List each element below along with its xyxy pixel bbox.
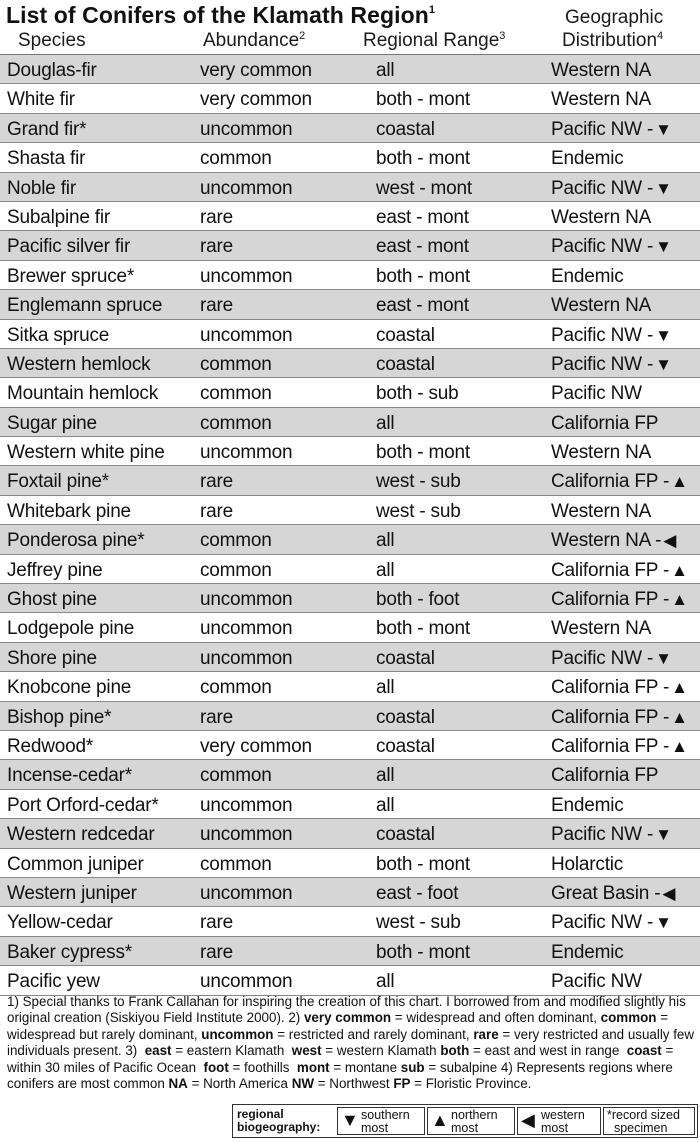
- legend-item-record: *record sized specimen: [603, 1107, 695, 1135]
- down-triangle-icon: ▼: [341, 1110, 359, 1130]
- range-cell: coastal: [376, 353, 435, 375]
- geo-text: California FP -: [551, 706, 670, 728]
- table-row: [0, 731, 700, 760]
- geo-cell: [551, 207, 651, 229]
- geo-text: California FP: [551, 765, 659, 787]
- up-triangle-icon: ▲: [671, 590, 688, 610]
- geo-cell: [551, 824, 672, 846]
- species-cell: Ponderosa pine*: [7, 530, 145, 552]
- range-cell: both - mont: [376, 89, 470, 111]
- table-row: [0, 378, 700, 407]
- column-header-species: Species: [18, 30, 86, 51]
- abundance-cell: rare: [200, 471, 233, 493]
- abundance-cell: uncommon: [200, 882, 293, 904]
- geo-text: Western NA: [551, 618, 652, 640]
- species-cell: White fir: [7, 89, 75, 111]
- abundance-cell: very common: [200, 60, 312, 81]
- range-cell: both - mont: [376, 941, 470, 963]
- range-cell: coastal: [376, 324, 435, 346]
- geo-cell: [551, 971, 642, 993]
- species-cell: Subalpine fir: [7, 206, 111, 228]
- abundance-cell: common: [200, 853, 272, 875]
- table-row: [0, 937, 700, 966]
- left-triangle-icon: ◀: [663, 531, 677, 551]
- range-cell: east - mont: [376, 236, 469, 258]
- geo-cell: [551, 912, 672, 934]
- geo-text: Endemic: [551, 794, 624, 816]
- geo-cell: [551, 236, 672, 258]
- geo-text: Pacific NW: [551, 971, 642, 993]
- range-cell: west - sub: [376, 500, 461, 522]
- abundance-cell: uncommon: [200, 177, 293, 199]
- up-triangle-icon: ▲: [671, 736, 688, 756]
- abundance-cell: rare: [200, 706, 233, 728]
- table-row: [0, 437, 700, 466]
- range-cell: all: [376, 765, 395, 787]
- conifer-table: [0, 54, 700, 996]
- species-cell: Grand fir*: [7, 118, 87, 140]
- up-triangle-icon: ▲: [671, 707, 688, 727]
- range-cell: both - foot: [376, 589, 460, 611]
- table-row: [0, 907, 700, 936]
- geo-text: Western NA: [551, 89, 652, 111]
- chart-header: [0, 0, 700, 54]
- abundance-cell: uncommon: [200, 647, 293, 669]
- table-row: [0, 202, 700, 231]
- geo-cell: [551, 560, 688, 582]
- range-cell: both - mont: [376, 618, 470, 640]
- range-cell: coastal: [376, 735, 435, 757]
- species-cell: Noble fir: [7, 177, 76, 199]
- species-cell: Yellow-cedar: [7, 912, 113, 934]
- species-cell: Western white pine: [7, 442, 165, 464]
- geo-cell: [551, 471, 688, 493]
- range-cell: all: [376, 559, 395, 581]
- abundance-cell: common: [200, 677, 272, 699]
- geo-cell: [551, 148, 624, 170]
- abundance-cell: common: [200, 148, 272, 170]
- range-cell: west - sub: [376, 471, 461, 493]
- range-cell: coastal: [376, 706, 435, 728]
- species-cell: Sitka spruce: [7, 324, 110, 346]
- legend-label: regional biogeography:: [237, 1107, 321, 1134]
- down-triangle-icon: ▼: [655, 913, 672, 933]
- abundance-cell: very common: [200, 735, 312, 757]
- legend-item-northern: ▲ northern most: [427, 1107, 515, 1135]
- species-cell: Redwood*: [7, 735, 94, 757]
- table-row: [0, 790, 700, 819]
- geo-text: Endemic: [551, 148, 624, 170]
- left-triangle-icon: ◀: [662, 883, 676, 903]
- range-cell: both - mont: [376, 442, 470, 464]
- column-header-geo-line1: Geographic: [565, 7, 664, 28]
- species-cell: Knobcone pine: [7, 677, 132, 699]
- geo-text: California FP -: [551, 677, 670, 699]
- species-cell: Whitebark pine: [7, 500, 131, 522]
- abundance-cell: common: [200, 559, 272, 581]
- table-row: [0, 702, 700, 731]
- species-cell: Shore pine: [7, 647, 97, 669]
- geo-text: Endemic: [551, 941, 624, 963]
- species-cell: Englemann spruce: [7, 295, 163, 317]
- abundance-cell: uncommon: [200, 824, 293, 846]
- geo-text: Pacific NW -: [551, 177, 654, 199]
- down-triangle-icon: ▼: [655, 825, 672, 845]
- table-row: [0, 261, 700, 290]
- abundance-cell: uncommon: [200, 265, 293, 287]
- geo-cell: [551, 736, 688, 758]
- table-row: [0, 408, 700, 437]
- table-row: [0, 349, 700, 378]
- range-cell: east - mont: [376, 295, 469, 317]
- range-cell: coastal: [376, 647, 435, 669]
- abundance-cell: common: [200, 353, 272, 375]
- species-cell: Western redcedar: [7, 824, 155, 846]
- abundance-cell: very common: [200, 89, 312, 111]
- down-triangle-icon: ▼: [655, 178, 672, 198]
- column-header-abundance: Abundance$^2$: [203, 30, 306, 51]
- down-triangle-icon: ▼: [655, 325, 672, 345]
- up-triangle-icon: ▲: [671, 472, 688, 492]
- abundance-cell: uncommon: [200, 118, 293, 140]
- geo-text: Pacific NW -: [551, 236, 654, 258]
- geo-text: Pacific NW -: [551, 824, 654, 846]
- geo-text: Western NA -: [551, 530, 662, 552]
- geo-cell: [551, 795, 624, 817]
- table-row: [0, 878, 700, 907]
- down-triangle-icon: ▼: [655, 119, 672, 139]
- table-row: [0, 555, 700, 584]
- geo-cell: [551, 325, 672, 347]
- species-cell: Baker cypress*: [7, 941, 132, 963]
- range-cell: all: [376, 971, 395, 993]
- table-row: [0, 613, 700, 642]
- range-cell: west - mont: [376, 177, 472, 199]
- range-cell: both - sub: [376, 383, 459, 405]
- range-cell: both - mont: [376, 853, 470, 875]
- up-triangle-icon: ▲: [671, 560, 688, 580]
- abundance-cell: uncommon: [200, 324, 293, 346]
- species-cell: Western juniper: [7, 882, 137, 904]
- column-header-geo-line2: Distribution$^4$: [562, 30, 664, 51]
- species-cell: Foxtail pine*: [7, 471, 109, 493]
- table-row: [0, 231, 700, 260]
- species-cell: Common juniper: [7, 853, 144, 875]
- down-triangle-icon: ▼: [655, 354, 672, 374]
- geo-cell: [551, 883, 675, 905]
- geo-text: Pacific NW: [551, 383, 642, 405]
- range-cell: west - sub: [376, 912, 461, 934]
- geo-cell: [551, 383, 642, 405]
- geo-text: Great Basin -: [551, 882, 661, 904]
- range-cell: coastal: [376, 824, 435, 846]
- geo-text: California FP -: [551, 735, 670, 757]
- table-row: [0, 496, 700, 525]
- geo-cell: [551, 60, 651, 82]
- abundance-cell: uncommon: [200, 618, 293, 640]
- geo-text: Western NA: [551, 295, 652, 317]
- geo-cell: [551, 765, 658, 787]
- abundance-cell: common: [200, 530, 272, 552]
- geo-text: Pacific NW -: [551, 324, 654, 346]
- species-cell: Shasta fir: [7, 148, 86, 170]
- table-row: [0, 643, 700, 672]
- species-cell: Jeffrey pine: [7, 559, 103, 581]
- abundance-cell: rare: [200, 941, 233, 963]
- geo-text: California FP -: [551, 589, 670, 611]
- geo-text: California FP -: [551, 559, 670, 581]
- species-cell: Mountain hemlock: [7, 383, 158, 405]
- geo-cell: [551, 178, 672, 200]
- abundance-cell: uncommon: [200, 589, 293, 611]
- abundance-cell: common: [200, 765, 272, 787]
- geo-cell: [551, 413, 658, 435]
- legend-item-western: ◀ western most: [517, 1107, 601, 1135]
- abundance-cell: common: [200, 412, 272, 434]
- geo-cell: [551, 707, 688, 729]
- range-cell: coastal: [376, 118, 435, 140]
- geo-text: Holarctic: [551, 853, 624, 875]
- up-triangle-icon: ▲: [431, 1110, 449, 1130]
- species-cell: Sugar pine: [7, 412, 97, 434]
- abundance-cell: uncommon: [200, 794, 293, 816]
- species-cell: Pacific yew: [7, 971, 100, 993]
- range-cell: all: [376, 60, 395, 81]
- species-cell: Pacific silver fir: [7, 236, 131, 258]
- geo-text: Pacific NW -: [551, 118, 654, 140]
- down-triangle-icon: ▼: [655, 237, 672, 257]
- abundance-cell: uncommon: [200, 442, 293, 464]
- down-triangle-icon: ▼: [655, 648, 672, 668]
- up-triangle-icon: ▲: [671, 678, 688, 698]
- abundance-cell: rare: [200, 912, 233, 934]
- footnotes: 1) Special thanks to Frank Callahan for inspiring the creation of this chart. I borrowed from and modified slightly his original creation (Siskiyou Field Institute 2000). 2) very common = widespread and often dominant, common = widespread but rarely dominant, uncommon = restricted and rarely dominant, rare = very restricted and usually few individuals present. 3) east = eastern Klamath west = western Klamath both = east and west in range coast = within 30 miles of Pacific Ocean foot = foothills mont = montane sub = subalpine 4) Represents regions where conifers are most common NA = North America NW = Northwest FP = Floristic Province.: [7, 994, 695, 1092]
- geo-text: Western NA: [551, 500, 652, 522]
- table-row: [0, 584, 700, 613]
- geo-text: Western NA: [551, 60, 652, 81]
- left-triangle-icon: ◀: [521, 1110, 535, 1130]
- geo-text: California FP -: [551, 471, 670, 493]
- table-row: [0, 320, 700, 349]
- table-row: [0, 760, 700, 789]
- legend-box: [232, 1104, 698, 1138]
- geo-text: California FP: [551, 412, 659, 434]
- species-cell: Ghost pine: [7, 589, 97, 611]
- species-cell: Lodgepole pine: [7, 618, 135, 640]
- table-row: [0, 849, 700, 878]
- table-row: [0, 525, 700, 554]
- table-row: [0, 966, 700, 995]
- range-cell: all: [376, 412, 395, 434]
- abundance-cell: rare: [200, 500, 233, 522]
- species-cell: Incense-cedar*: [7, 765, 132, 787]
- geo-text: Pacific NW -: [551, 647, 654, 669]
- abundance-cell: rare: [200, 236, 233, 258]
- geo-text: Pacific NW -: [551, 912, 654, 934]
- geo-cell: [551, 501, 651, 523]
- abundance-cell: rare: [200, 295, 233, 317]
- abundance-cell: uncommon: [200, 971, 293, 993]
- geo-cell: [551, 119, 672, 141]
- geo-cell: [551, 89, 651, 111]
- geo-text: Western NA: [551, 206, 652, 228]
- geo-text: Endemic: [551, 265, 624, 287]
- range-cell: east - mont: [376, 206, 469, 228]
- geo-cell: [551, 942, 624, 964]
- legend-item-southern: ▼ southern most: [337, 1107, 425, 1135]
- species-cell: Port Orford-cedar*: [7, 794, 159, 816]
- species-cell: Brewer spruce*: [7, 265, 135, 287]
- range-cell: both - mont: [376, 148, 470, 170]
- table-row: [0, 84, 700, 113]
- abundance-cell: common: [200, 383, 272, 405]
- geo-cell: [551, 354, 672, 376]
- table-row: [0, 819, 700, 848]
- geo-cell: [551, 266, 624, 288]
- geo-text: Pacific NW -: [551, 353, 654, 375]
- species-cell: Bishop pine*: [7, 706, 112, 728]
- column-header-range: Regional Range$^3$: [363, 30, 506, 51]
- geo-text: Western NA: [551, 442, 652, 464]
- geo-cell: [551, 854, 623, 876]
- page-title: List of Conifers of the Klamath Region$^1$: [6, 2, 436, 28]
- geo-cell: [551, 677, 688, 699]
- geo-cell: [551, 589, 688, 611]
- geo-cell: [551, 442, 651, 464]
- range-cell: all: [376, 794, 395, 816]
- table-row: [0, 114, 700, 143]
- geo-cell: [551, 530, 676, 552]
- table-row: [0, 672, 700, 701]
- range-cell: all: [376, 677, 395, 699]
- table-row: [0, 290, 700, 319]
- range-cell: both - mont: [376, 265, 470, 287]
- geo-cell: [551, 648, 672, 670]
- table-row: [0, 173, 700, 202]
- table-row: [0, 466, 700, 495]
- table-row: [0, 143, 700, 172]
- range-cell: east - foot: [376, 882, 459, 904]
- geo-cell: [551, 618, 651, 640]
- species-cell: Western hemlock: [7, 353, 151, 375]
- geo-cell: [551, 295, 651, 317]
- table-row: [0, 55, 700, 84]
- range-cell: all: [376, 530, 395, 552]
- abundance-cell: rare: [200, 206, 233, 228]
- species-cell: Douglas-fir: [7, 60, 97, 81]
